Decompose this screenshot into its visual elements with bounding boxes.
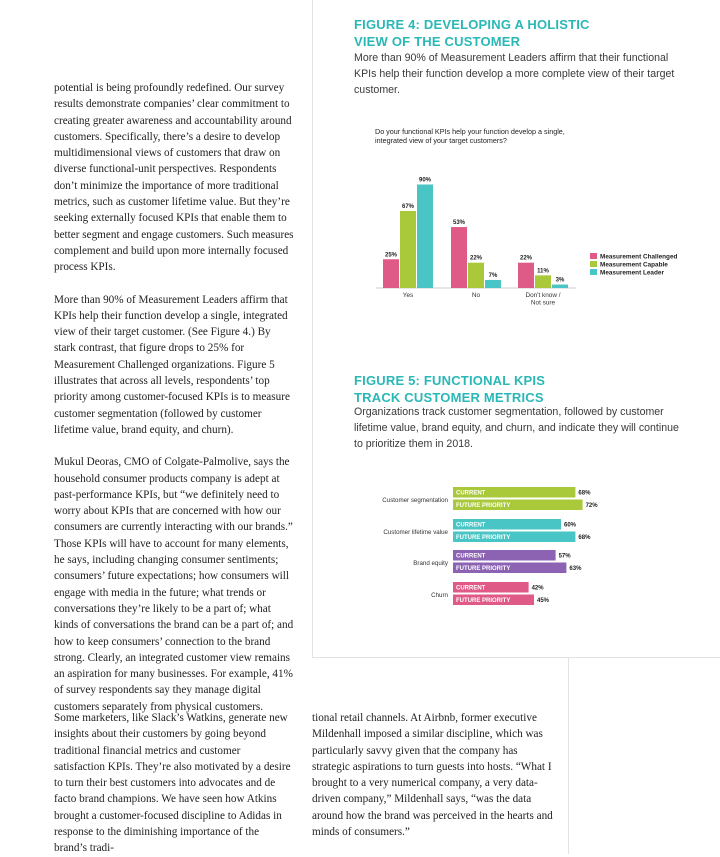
chart-5-data-label: 63%	[569, 566, 582, 573]
chart-4-data-label: 25%	[384, 252, 398, 259]
chart-5-data-label: 57%	[558, 553, 571, 560]
chart-4-bar	[552, 285, 568, 288]
chart-4-title-line2: integrated view of your target customers?	[375, 136, 507, 145]
chart-4-title-line1: Do your functional KPIs help your function develop a single,	[375, 127, 565, 136]
figure-4-description: More than 90% of Measurement Leaders affirm that their functional KPIs help their function develop a more complete view of their target customer.	[354, 52, 675, 96]
paragraph-1: potential is being profoundly redefined. Our survey results demonstrate companies’ clear commitment to creating greater awareness and accountability around customers. Specifically, there’s a desire to develop multidimensional views of customers that draw on diverse functional-unit perspectives. Respondents don’t minimize the importance of more traditional metrics, such as customer lifetime value. But they’re seeking externally focused KPIs that enable them to better segment and engage customers. Such measures complement and build upon more internally focused process KPIs.	[54, 82, 294, 274]
chart-4-data-label: 7%	[488, 272, 498, 279]
chart-5-category-label: Brand equity	[413, 560, 448, 567]
chart-4-legend-swatch	[590, 261, 597, 267]
chart-4-bar	[451, 227, 467, 288]
chart-4-data-label: 3%	[555, 277, 565, 284]
chart-5-category-label: Churn	[431, 592, 448, 599]
body-text-bottom-left: Some marketers, like Slack’s Watkins, generate new insights about their customers by going beyond traditional financial metrics and customer satisfaction KPIs. They’re also motivated by a desire to turn their best customers into advocates and de facto brand champions. We have seen how Atkins brought a customer-focused discipline to Adidas in response to the diminishing importance of the brand’s tradi-	[54, 712, 291, 855]
figure-4-title-line2: VIEW OF THE CUSTOMER	[354, 34, 521, 49]
chart-4-legend-label: Measurement Capable	[600, 261, 668, 269]
body-text-bottom-middle: tional retail channels. At Airbnb, former executive Mildenhall imposed a similar discipline, which was particularly savvy given that the company has strategic aspirations to turn guests into hosts. “What I brought to a very numerical company, a very data-driven company,” Mildenhall says, “was the data around how the brand was perceived in the hearts and minds of consumers.”	[312, 712, 553, 839]
figure-4-title-line1: FIGURE 4: DEVELOPING A HOLISTIC	[354, 17, 590, 32]
chart-4-data-label: 11%	[537, 268, 549, 275]
figure-4-title	[354, 16, 590, 50]
chart-4-data-label: 53%	[452, 220, 466, 227]
chart-4-bar	[535, 275, 551, 288]
paragraph-2: More than 90% of Measurement Leaders affirm that KPIs help their function develop a single, integrated view of their target customer. (See Figure 4.) By stark contrast, that figure drops to 25% for Measurement Challenged organizations. Figure 5 illustrates that across all levels, respondents’ top priority among customer-focused KPIs is to measure customer segmentation (followed by customer lifetime value, brand equity, and churn).	[54, 293, 290, 436]
figure-4-chart	[360, 120, 720, 320]
chart-5-bar-label: CURRENT	[456, 522, 486, 529]
chart-4-bar	[518, 263, 534, 288]
chart-5-data-label: 60%	[564, 522, 577, 529]
chart-4-category-label: Not sure	[530, 299, 556, 307]
column-divider	[568, 657, 569, 854]
chart-5-bar-label: FUTURE PRIORITY	[456, 535, 511, 542]
chart-5-data-label: 68%	[578, 535, 591, 542]
figure-5-title-line1: FIGURE 5: FUNCTIONAL KPIS	[354, 373, 546, 388]
chart-5-data-label: 72%	[585, 503, 598, 510]
chart-4-bar	[485, 280, 501, 288]
chart-4-category-label: Yes	[402, 292, 414, 299]
body-text-left-column	[54, 80, 294, 731]
figure-5-chart	[360, 480, 720, 615]
chart-4-bar	[468, 263, 484, 288]
chart-4-legend-label: Measurement Leader	[600, 269, 664, 277]
chart-5-category-label: Customer segmentation	[382, 497, 448, 504]
chart-5-bar-label: FUTURE PRIORITY	[456, 503, 511, 510]
chart-4-legend-label: Measurement Challenged	[600, 253, 678, 261]
chart-4-legend-swatch	[590, 269, 597, 275]
figure-5-title	[354, 372, 545, 406]
chart-5-bar-label: CURRENT	[456, 553, 486, 560]
chart-4-category-label: No	[471, 292, 481, 299]
chart-5-data-label: 68%	[578, 490, 591, 497]
paragraph-3: Mukul Deoras, CMO of Colgate-Palmolive, says the household consumer products company is adept at past-performance KPIs, but “we definitely need to worry about KPIs that are concerned with how our consumers are currently interacting with our brands.” Those KPIs will have to account for many elements, he says, including changing consumer sentiments; consumers’ future expectations; how consumers will engage with media in the future; what trends or conversations they’re likely to be a part of; what kinds of conversations the brand can be a part of; and how to keep consumers’ connection to the brand strong. Clearly, an integrated customer view remains an aspiration for many businesses. For example, 41% of survey respondents say they manage digital customers separately from physical customers.	[54, 456, 294, 713]
figure-5-title-line2: TRACK CUSTOMER METRICS	[354, 390, 544, 405]
chart-5-data-label: 45%	[537, 598, 550, 605]
chart-4-data-label: 22%	[519, 255, 533, 262]
chart-4-category-label: Don't know /	[525, 292, 561, 299]
chart-4-data-label: 22%	[469, 255, 483, 262]
chart-5-bar-label: CURRENT	[456, 585, 486, 592]
figure-5-description: Organizations track customer segmentation, followed by customer lifetime value, brand equity, and churn, and indicate they will continue to prioritize them in 2018.	[354, 406, 679, 450]
chart-5-bar-label: CURRENT	[456, 490, 486, 497]
chart-4-bar	[383, 259, 399, 288]
chart-4-data-label: 67%	[401, 203, 415, 210]
chart-5-data-label: 42%	[531, 585, 544, 592]
chart-4-bar	[400, 211, 416, 288]
chart-5-category-label: Customer lifetime value	[383, 529, 448, 536]
chart-5-bar-label: FUTURE PRIORITY	[456, 566, 511, 573]
chart-4-legend-swatch	[590, 253, 597, 259]
chart-4-data-label: 90%	[418, 177, 432, 184]
chart-5-bar-label: FUTURE PRIORITY	[456, 598, 511, 605]
chart-4-bar	[417, 185, 433, 289]
